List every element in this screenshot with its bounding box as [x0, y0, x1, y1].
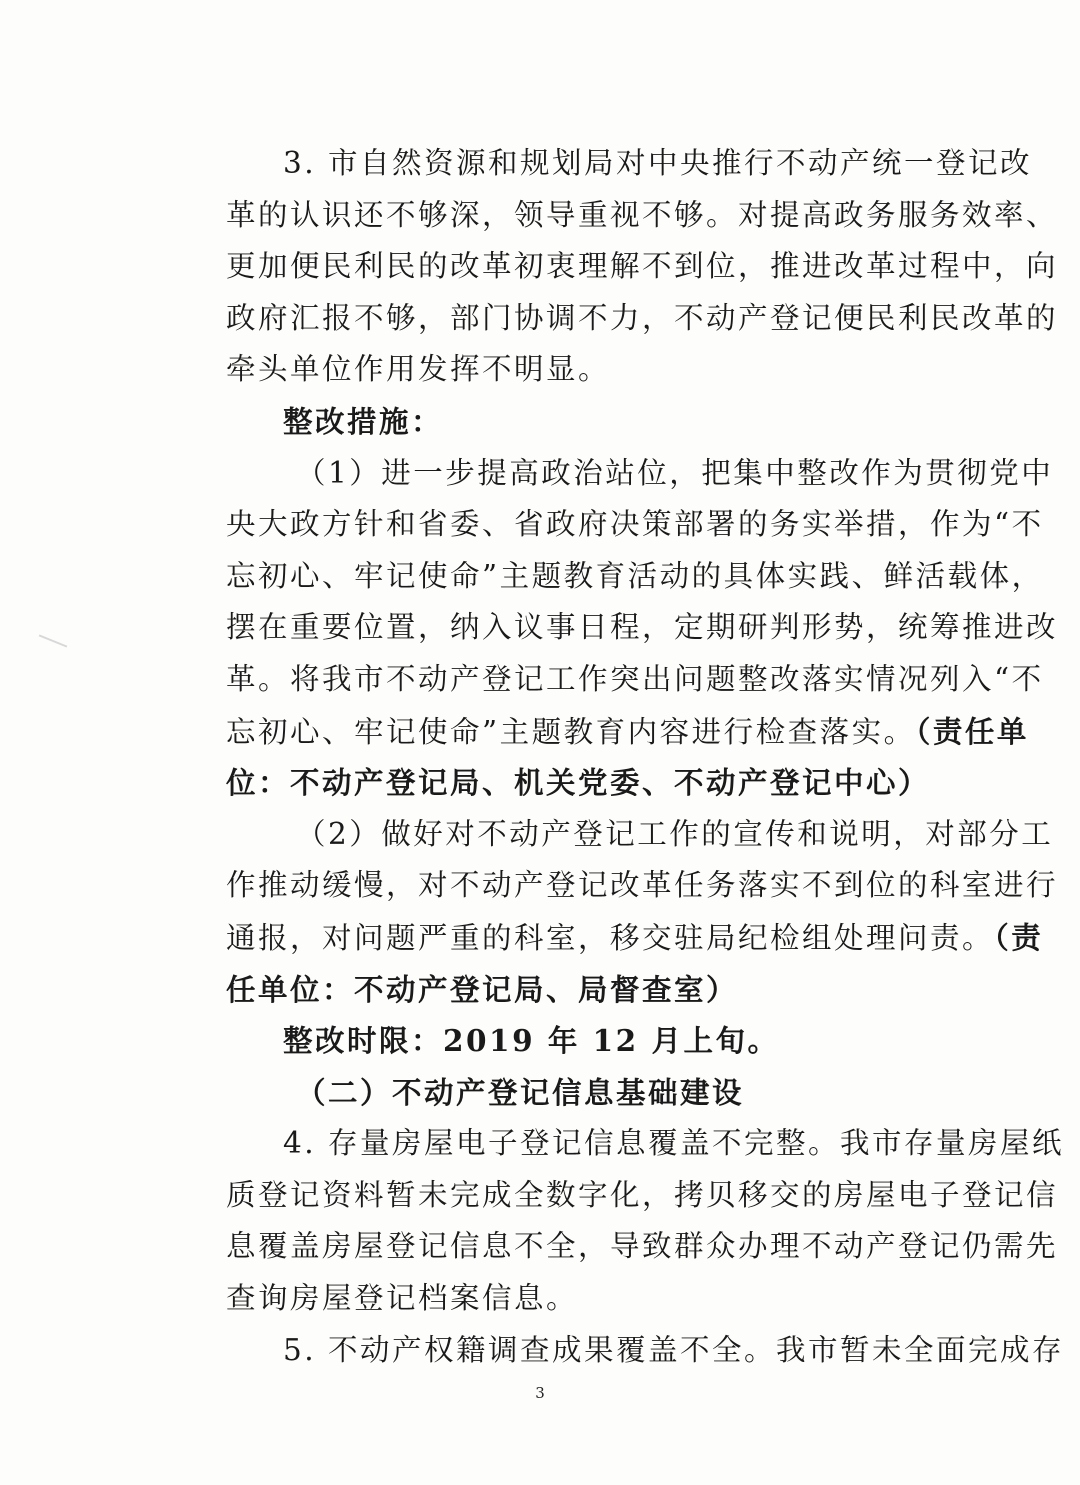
responsible-unit: 任单位：不动产登记局、局督查室）	[226, 971, 739, 1007]
paragraph-line: （2）做好对不动产登记工作的宣传和说明，对部分工	[296, 816, 1054, 851]
paragraph-line: 革。将我市不动产登记工作突出问题整改落实情况列入“不	[226, 661, 1044, 696]
scan-artifact	[39, 634, 68, 647]
paragraph-line: 息覆盖房屋登记信息不全，导致群众办理不动产登记仍需先	[226, 1229, 1059, 1264]
paragraph-line: 查询房屋登记档案信息。	[226, 1281, 579, 1316]
paragraph-line: 革的认识还不够深，领导重视不够。对提高政务服务效率、	[226, 197, 1059, 232]
paragraph-line: （1）进一步提高政治站位，把集中整改作为贯彻党中	[296, 455, 1054, 490]
paragraph-line: 央大政方针和省委、省政府决策部署的务实举措，作为“不	[226, 507, 1044, 542]
paragraph-line: 质登记资料暂未完成全数字化，拷贝移交的房屋电子登记信	[226, 1177, 1059, 1212]
measures-heading: 整改措施：	[283, 403, 444, 439]
paragraph-line	[226, 706, 1029, 758]
paragraph-line: 4. 存量房屋电子登记信息覆盖不完整。我市存量房屋纸	[283, 1126, 1065, 1161]
paragraph-line	[226, 912, 1044, 964]
paragraph-line: 政府汇报不够，部门协调不力，不动产登记便民利民改革的	[226, 300, 1059, 335]
responsible-unit: （责任单	[915, 713, 1029, 749]
paragraph-line: 忘初心、牢记使命”主题教育活动的具体实践、鲜活载体，	[226, 558, 1044, 593]
responsible-unit: （责	[994, 919, 1044, 955]
paragraph-text: 通报，对问题严重的科室，移交驻局纪检组处理问责。	[226, 920, 995, 955]
paragraph-line: 牵头单位作用发挥不明显。	[226, 352, 611, 387]
page-number: 3	[535, 1384, 545, 1402]
responsible-unit: 位：不动产登记局、机关党委、不动产登记中心）	[226, 765, 931, 801]
paragraph-line: 3. 市自然资源和规划局对中央推行不动产统一登记改	[283, 146, 1033, 180]
paragraph-line: 5. 不动产权籍调查成果覆盖不全。我市暂未全面完成存	[283, 1332, 1065, 1367]
paragraph-text: 忘初心、牢记使命”主题教育内容进行检查落实。	[226, 714, 916, 749]
section-heading: （二）不动产登记信息基础建设	[296, 1074, 745, 1110]
document-body	[226, 138, 1065, 1376]
paragraph-line: 作推动缓慢，对不动产登记改革任务落实不到位的科室进行	[226, 868, 1059, 903]
paragraph-line: 更加便民利民的改革初衷理解不到位，推进改革过程中，向	[226, 249, 1059, 284]
paragraph-line: 摆在重要位置，纳入议事日程，定期研判形势，统筹推进改	[226, 610, 1059, 645]
deadline: 整改时限：2019 年 12 月上旬。	[283, 1023, 780, 1059]
